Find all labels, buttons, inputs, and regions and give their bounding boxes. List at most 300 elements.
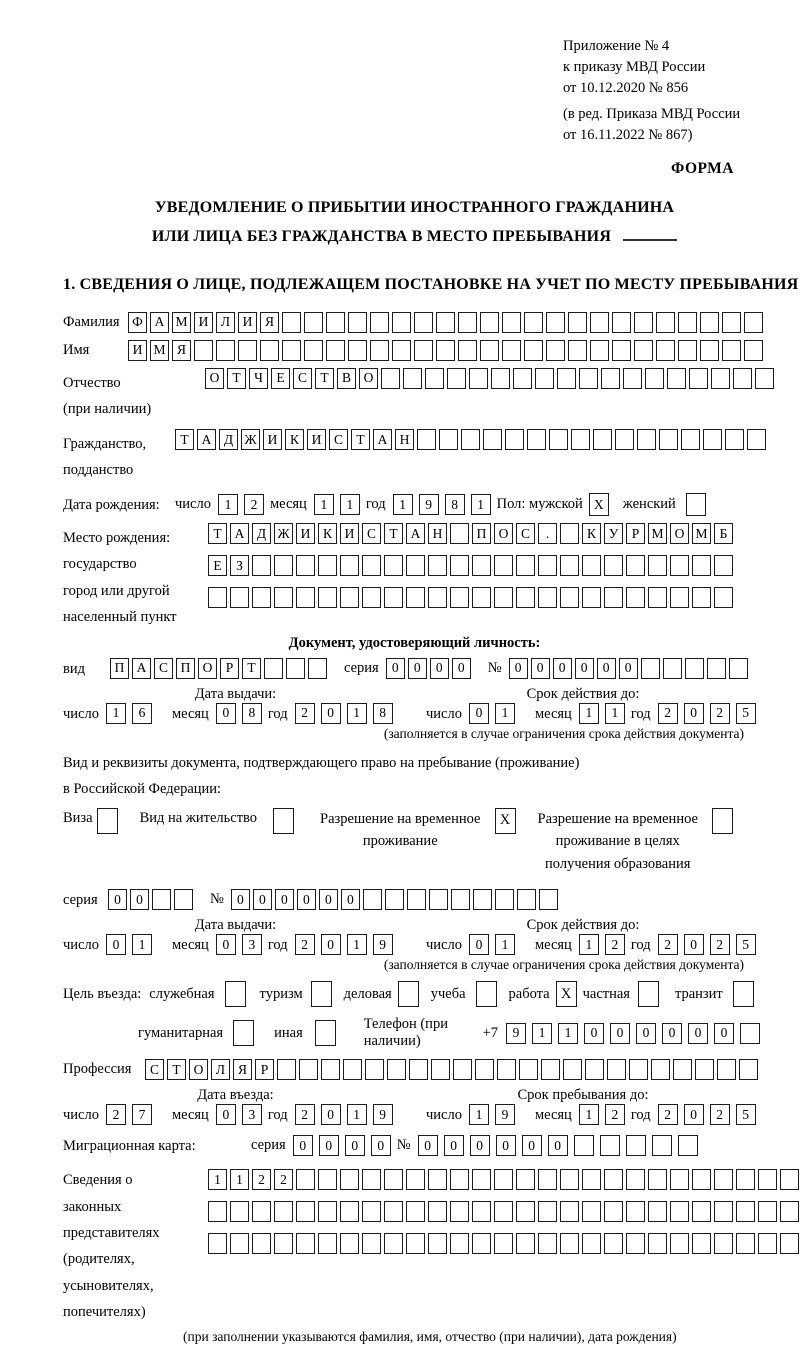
char-cell[interactable]: 1 xyxy=(495,703,515,724)
char-cell[interactable]: 2 xyxy=(605,934,625,955)
char-cell[interactable]: Е xyxy=(271,368,290,389)
char-cell[interactable]: 1 xyxy=(579,703,599,724)
char-cell[interactable] xyxy=(494,587,513,608)
char-cell[interactable]: Д xyxy=(252,523,271,544)
char-cell[interactable]: 0 xyxy=(297,889,316,910)
char-cell[interactable] xyxy=(663,658,682,679)
char-cell[interactable] xyxy=(403,368,422,389)
char-cell[interactable]: 0 xyxy=(444,1135,464,1156)
char-cell[interactable]: 0 xyxy=(684,703,704,724)
char-cell[interactable] xyxy=(711,368,730,389)
char-cell[interactable] xyxy=(527,429,546,450)
char-cell[interactable]: Ч xyxy=(249,368,268,389)
char-cell[interactable] xyxy=(652,1135,672,1156)
char-cell[interactable] xyxy=(348,312,367,333)
char-cell[interactable] xyxy=(365,1059,384,1080)
char-cell[interactable]: О xyxy=(189,1059,208,1080)
char-cell[interactable] xyxy=(97,808,118,834)
char-cell[interactable] xyxy=(208,1201,227,1222)
char-cell[interactable] xyxy=(736,1233,755,1254)
char-cell[interactable]: 0 xyxy=(496,1135,516,1156)
char-cell[interactable] xyxy=(384,1233,403,1254)
char-cell[interactable]: Ж xyxy=(274,523,293,544)
char-cell[interactable] xyxy=(362,1169,381,1190)
char-cell[interactable]: 0 xyxy=(253,889,272,910)
char-cell[interactable] xyxy=(538,1201,557,1222)
char-cell[interactable]: 2 xyxy=(274,1169,293,1190)
char-cell[interactable] xyxy=(651,1059,670,1080)
char-cell[interactable]: 0 xyxy=(469,934,489,955)
char-cell[interactable]: 5 xyxy=(736,934,756,955)
char-cell[interactable] xyxy=(692,1169,711,1190)
char-cell[interactable]: 0 xyxy=(597,658,616,679)
char-cell[interactable]: 0 xyxy=(470,1135,490,1156)
char-cell[interactable]: 0 xyxy=(531,658,550,679)
char-cell[interactable] xyxy=(626,1169,645,1190)
char-cell[interactable] xyxy=(406,1201,425,1222)
char-cell[interactable] xyxy=(692,1233,711,1254)
char-cell[interactable] xyxy=(717,1059,736,1080)
char-cell[interactable] xyxy=(299,1059,318,1080)
char-cell[interactable] xyxy=(695,1059,714,1080)
char-cell[interactable]: 2 xyxy=(658,703,678,724)
char-cell[interactable] xyxy=(384,555,403,576)
char-cell[interactable]: 0 xyxy=(575,658,594,679)
char-cell[interactable] xyxy=(340,1201,359,1222)
char-cell[interactable]: 3 xyxy=(242,934,262,955)
char-cell[interactable] xyxy=(494,1201,513,1222)
char-cell[interactable] xyxy=(216,340,235,361)
char-cell[interactable] xyxy=(747,429,766,450)
char-cell[interactable]: Я xyxy=(172,340,191,361)
char-cell[interactable] xyxy=(451,889,470,910)
char-cell[interactable] xyxy=(225,981,246,1007)
char-cell[interactable]: 0 xyxy=(216,1104,236,1125)
char-cell[interactable] xyxy=(505,429,524,450)
char-cell[interactable]: 0 xyxy=(553,658,572,679)
char-cell[interactable] xyxy=(582,587,601,608)
char-cell[interactable] xyxy=(722,340,741,361)
char-cell[interactable]: 1 xyxy=(314,494,334,515)
char-cell[interactable]: Ж xyxy=(241,429,260,450)
char-cell[interactable] xyxy=(436,312,455,333)
char-cell[interactable]: 2 xyxy=(244,494,264,515)
char-cell[interactable] xyxy=(582,1201,601,1222)
char-cell[interactable]: И xyxy=(263,429,282,450)
char-cell[interactable]: 2 xyxy=(710,934,730,955)
char-cell[interactable] xyxy=(461,429,480,450)
char-cell[interactable]: 1 xyxy=(579,934,599,955)
char-cell[interactable] xyxy=(318,1233,337,1254)
char-cell[interactable] xyxy=(362,555,381,576)
char-cell[interactable]: О xyxy=(198,658,217,679)
char-cell[interactable]: У xyxy=(604,523,623,544)
char-cell[interactable]: 2 xyxy=(710,703,730,724)
char-cell[interactable]: Л xyxy=(216,312,235,333)
char-cell[interactable] xyxy=(230,587,249,608)
char-cell[interactable] xyxy=(560,1169,579,1190)
char-cell[interactable] xyxy=(429,889,448,910)
char-cell[interactable]: 5 xyxy=(736,1104,756,1125)
char-cell[interactable] xyxy=(370,340,389,361)
char-cell[interactable] xyxy=(638,981,659,1007)
char-cell[interactable] xyxy=(450,1201,469,1222)
char-cell[interactable]: 0 xyxy=(293,1135,313,1156)
char-cell[interactable]: Я xyxy=(260,312,279,333)
char-cell[interactable]: 1 xyxy=(558,1023,578,1044)
char-cell[interactable] xyxy=(450,1169,469,1190)
char-cell[interactable]: 1 xyxy=(471,494,491,515)
char-cell[interactable] xyxy=(678,340,697,361)
char-cell[interactable] xyxy=(579,368,598,389)
char-cell[interactable] xyxy=(535,368,554,389)
char-cell[interactable] xyxy=(472,1233,491,1254)
char-cell[interactable] xyxy=(406,1233,425,1254)
char-cell[interactable] xyxy=(502,312,521,333)
char-cell[interactable] xyxy=(381,368,400,389)
char-cell[interactable] xyxy=(758,1233,777,1254)
char-cell[interactable] xyxy=(238,340,257,361)
char-cell[interactable]: 1 xyxy=(347,934,367,955)
char-cell[interactable] xyxy=(626,555,645,576)
char-cell[interactable]: 1 xyxy=(393,494,413,515)
char-cell[interactable] xyxy=(729,658,748,679)
char-cell[interactable]: 2 xyxy=(295,934,315,955)
char-cell[interactable] xyxy=(491,368,510,389)
char-cell[interactable] xyxy=(469,368,488,389)
char-cell[interactable] xyxy=(538,1169,557,1190)
char-cell[interactable] xyxy=(417,429,436,450)
char-cell[interactable]: 2 xyxy=(252,1169,271,1190)
char-cell[interactable] xyxy=(286,658,305,679)
char-cell[interactable]: Т xyxy=(227,368,246,389)
char-cell[interactable]: 1 xyxy=(230,1169,249,1190)
char-cell[interactable] xyxy=(656,340,675,361)
char-cell[interactable] xyxy=(273,808,294,834)
char-cell[interactable]: Л xyxy=(211,1059,230,1080)
char-cell[interactable] xyxy=(673,1059,692,1080)
char-cell[interactable]: И xyxy=(238,312,257,333)
char-cell[interactable] xyxy=(414,340,433,361)
char-cell[interactable] xyxy=(538,1233,557,1254)
char-cell[interactable] xyxy=(274,1201,293,1222)
char-cell[interactable] xyxy=(703,429,722,450)
char-cell[interactable]: Т xyxy=(242,658,261,679)
char-cell[interactable]: X xyxy=(556,981,577,1007)
char-cell[interactable] xyxy=(678,312,697,333)
char-cell[interactable]: Т xyxy=(351,429,370,450)
char-cell[interactable]: 0 xyxy=(430,658,449,679)
char-cell[interactable] xyxy=(582,1169,601,1190)
char-cell[interactable]: И xyxy=(307,429,326,450)
char-cell[interactable]: 0 xyxy=(610,1023,630,1044)
char-cell[interactable]: Д xyxy=(219,429,238,450)
char-cell[interactable] xyxy=(641,658,660,679)
char-cell[interactable]: 8 xyxy=(445,494,465,515)
char-cell[interactable]: Р xyxy=(626,523,645,544)
char-cell[interactable] xyxy=(304,312,323,333)
char-cell[interactable]: 0 xyxy=(216,703,236,724)
char-cell[interactable] xyxy=(692,1201,711,1222)
char-cell[interactable]: М xyxy=(172,312,191,333)
char-cell[interactable] xyxy=(321,1059,340,1080)
char-cell[interactable] xyxy=(476,981,497,1007)
char-cell[interactable] xyxy=(318,1201,337,1222)
char-cell[interactable] xyxy=(736,1169,755,1190)
char-cell[interactable] xyxy=(670,1169,689,1190)
char-cell[interactable]: Е xyxy=(208,555,227,576)
char-cell[interactable] xyxy=(758,1201,777,1222)
char-cell[interactable]: 1 xyxy=(340,494,360,515)
char-cell[interactable] xyxy=(340,1169,359,1190)
char-cell[interactable] xyxy=(428,587,447,608)
char-cell[interactable] xyxy=(524,312,543,333)
char-cell[interactable] xyxy=(230,1201,249,1222)
char-cell[interactable] xyxy=(590,312,609,333)
char-cell[interactable] xyxy=(260,340,279,361)
char-cell[interactable] xyxy=(524,340,543,361)
char-cell[interactable] xyxy=(739,1059,758,1080)
char-cell[interactable]: Р xyxy=(220,658,239,679)
char-cell[interactable] xyxy=(398,981,419,1007)
char-cell[interactable]: О xyxy=(359,368,378,389)
char-cell[interactable] xyxy=(722,312,741,333)
char-cell[interactable]: 7 xyxy=(132,1104,152,1125)
char-cell[interactable]: 0 xyxy=(386,658,405,679)
char-cell[interactable]: О xyxy=(205,368,224,389)
char-cell[interactable] xyxy=(406,555,425,576)
char-cell[interactable] xyxy=(282,340,301,361)
char-cell[interactable] xyxy=(409,1059,428,1080)
char-cell[interactable]: П xyxy=(110,658,129,679)
char-cell[interactable]: И xyxy=(194,312,213,333)
char-cell[interactable] xyxy=(670,1233,689,1254)
char-cell[interactable] xyxy=(431,1059,450,1080)
char-cell[interactable] xyxy=(659,429,678,450)
char-cell[interactable] xyxy=(252,1201,271,1222)
char-cell[interactable]: Т xyxy=(384,523,403,544)
char-cell[interactable]: 1 xyxy=(132,934,152,955)
char-cell[interactable] xyxy=(428,555,447,576)
char-cell[interactable] xyxy=(425,368,444,389)
char-cell[interactable] xyxy=(549,429,568,450)
char-cell[interactable] xyxy=(497,1059,516,1080)
char-cell[interactable]: С xyxy=(329,429,348,450)
char-cell[interactable]: 0 xyxy=(275,889,294,910)
char-cell[interactable] xyxy=(439,429,458,450)
char-cell[interactable]: 0 xyxy=(321,703,341,724)
char-cell[interactable]: Ф xyxy=(128,312,147,333)
char-cell[interactable]: 1 xyxy=(347,1104,367,1125)
char-cell[interactable] xyxy=(648,587,667,608)
char-cell[interactable]: С xyxy=(362,523,381,544)
char-cell[interactable] xyxy=(689,368,708,389)
char-cell[interactable]: С xyxy=(145,1059,164,1080)
char-cell[interactable]: А xyxy=(150,312,169,333)
char-cell[interactable] xyxy=(560,587,579,608)
char-cell[interactable] xyxy=(733,981,754,1007)
char-cell[interactable] xyxy=(252,1233,271,1254)
char-cell[interactable] xyxy=(494,1233,513,1254)
char-cell[interactable] xyxy=(758,1169,777,1190)
char-cell[interactable] xyxy=(648,555,667,576)
char-cell[interactable]: Н xyxy=(428,523,447,544)
char-cell[interactable] xyxy=(274,1233,293,1254)
char-cell[interactable] xyxy=(458,340,477,361)
char-cell[interactable]: 0 xyxy=(321,1104,341,1125)
char-cell[interactable] xyxy=(174,889,193,910)
char-cell[interactable] xyxy=(692,555,711,576)
char-cell[interactable] xyxy=(384,587,403,608)
char-cell[interactable]: 2 xyxy=(658,934,678,955)
char-cell[interactable] xyxy=(560,523,579,544)
char-cell[interactable] xyxy=(152,889,171,910)
char-cell[interactable]: 1 xyxy=(208,1169,227,1190)
char-cell[interactable]: И xyxy=(296,523,315,544)
char-cell[interactable]: 0 xyxy=(684,1104,704,1125)
char-cell[interactable] xyxy=(645,368,664,389)
char-cell[interactable]: 2 xyxy=(605,1104,625,1125)
char-cell[interactable] xyxy=(733,368,752,389)
char-cell[interactable]: 0 xyxy=(662,1023,682,1044)
char-cell[interactable] xyxy=(318,555,337,576)
char-cell[interactable] xyxy=(343,1059,362,1080)
char-cell[interactable]: А xyxy=(197,429,216,450)
char-cell[interactable] xyxy=(282,312,301,333)
char-cell[interactable] xyxy=(385,889,404,910)
char-cell[interactable]: 9 xyxy=(495,1104,515,1125)
char-cell[interactable] xyxy=(277,1059,296,1080)
char-cell[interactable] xyxy=(318,1169,337,1190)
char-cell[interactable] xyxy=(626,587,645,608)
char-cell[interactable] xyxy=(629,1059,648,1080)
char-cell[interactable]: С xyxy=(154,658,173,679)
char-cell[interactable]: Т xyxy=(315,368,334,389)
char-cell[interactable] xyxy=(607,1059,626,1080)
char-cell[interactable] xyxy=(304,340,323,361)
char-cell[interactable] xyxy=(274,555,293,576)
char-cell[interactable] xyxy=(712,808,733,834)
char-cell[interactable] xyxy=(634,340,653,361)
char-cell[interactable]: П xyxy=(176,658,195,679)
char-cell[interactable] xyxy=(582,1233,601,1254)
char-cell[interactable] xyxy=(571,429,590,450)
char-cell[interactable] xyxy=(667,368,686,389)
char-cell[interactable]: X xyxy=(589,493,609,516)
char-cell[interactable]: 2 xyxy=(710,1104,730,1125)
char-cell[interactable]: Н xyxy=(395,429,414,450)
char-cell[interactable] xyxy=(670,1201,689,1222)
char-cell[interactable] xyxy=(340,555,359,576)
char-cell[interactable] xyxy=(744,312,763,333)
char-cell[interactable] xyxy=(362,1233,381,1254)
char-cell[interactable]: М xyxy=(150,340,169,361)
char-cell[interactable] xyxy=(557,368,576,389)
char-cell[interactable]: Т xyxy=(167,1059,186,1080)
char-cell[interactable]: Я xyxy=(233,1059,252,1080)
char-cell[interactable]: 1 xyxy=(469,1104,489,1125)
char-cell[interactable]: А xyxy=(132,658,151,679)
char-cell[interactable] xyxy=(648,1169,667,1190)
char-cell[interactable] xyxy=(406,587,425,608)
char-cell[interactable]: 0 xyxy=(452,658,471,679)
char-cell[interactable]: А xyxy=(230,523,249,544)
char-cell[interactable]: X xyxy=(495,808,516,834)
char-cell[interactable]: М xyxy=(648,523,667,544)
char-cell[interactable] xyxy=(296,587,315,608)
char-cell[interactable] xyxy=(348,340,367,361)
char-cell[interactable] xyxy=(560,555,579,576)
char-cell[interactable] xyxy=(318,587,337,608)
char-cell[interactable] xyxy=(563,1059,582,1080)
char-cell[interactable] xyxy=(740,1023,760,1044)
char-cell[interactable] xyxy=(648,1233,667,1254)
char-cell[interactable] xyxy=(612,312,631,333)
char-cell[interactable]: К xyxy=(582,523,601,544)
char-cell[interactable]: 0 xyxy=(216,934,236,955)
char-cell[interactable] xyxy=(494,555,513,576)
char-cell[interactable] xyxy=(541,1059,560,1080)
char-cell[interactable]: И xyxy=(128,340,147,361)
char-cell[interactable] xyxy=(315,1020,336,1046)
char-cell[interactable] xyxy=(387,1059,406,1080)
char-cell[interactable]: Т xyxy=(208,523,227,544)
char-cell[interactable] xyxy=(692,587,711,608)
char-cell[interactable] xyxy=(670,555,689,576)
char-cell[interactable] xyxy=(780,1169,799,1190)
char-cell[interactable] xyxy=(208,1233,227,1254)
char-cell[interactable] xyxy=(392,340,411,361)
char-cell[interactable] xyxy=(428,1201,447,1222)
char-cell[interactable] xyxy=(495,889,514,910)
char-cell[interactable] xyxy=(252,555,271,576)
char-cell[interactable] xyxy=(538,587,557,608)
char-cell[interactable]: 0 xyxy=(714,1023,734,1044)
char-cell[interactable] xyxy=(604,1169,623,1190)
char-cell[interactable] xyxy=(516,587,535,608)
char-cell[interactable] xyxy=(714,555,733,576)
char-cell[interactable] xyxy=(725,429,744,450)
char-cell[interactable] xyxy=(472,1169,491,1190)
char-cell[interactable] xyxy=(707,658,726,679)
char-cell[interactable] xyxy=(406,1169,425,1190)
char-cell[interactable] xyxy=(513,368,532,389)
char-cell[interactable] xyxy=(604,555,623,576)
char-cell[interactable]: 0 xyxy=(319,1135,339,1156)
char-cell[interactable]: 0 xyxy=(108,889,127,910)
char-cell[interactable]: 0 xyxy=(321,934,341,955)
char-cell[interactable] xyxy=(384,1169,403,1190)
char-cell[interactable]: . xyxy=(538,523,557,544)
char-cell[interactable]: 1 xyxy=(218,494,238,515)
char-cell[interactable] xyxy=(601,368,620,389)
char-cell[interactable] xyxy=(473,889,492,910)
char-cell[interactable] xyxy=(519,1059,538,1080)
char-cell[interactable]: 0 xyxy=(522,1135,542,1156)
char-cell[interactable] xyxy=(744,340,763,361)
char-cell[interactable] xyxy=(626,1201,645,1222)
char-cell[interactable] xyxy=(516,1169,535,1190)
char-cell[interactable]: 9 xyxy=(373,1104,393,1125)
char-cell[interactable] xyxy=(590,340,609,361)
char-cell[interactable] xyxy=(714,1201,733,1222)
char-cell[interactable] xyxy=(560,1201,579,1222)
char-cell[interactable]: О xyxy=(494,523,513,544)
char-cell[interactable]: М xyxy=(692,523,711,544)
char-cell[interactable] xyxy=(362,587,381,608)
char-cell[interactable]: 0 xyxy=(130,889,149,910)
char-cell[interactable] xyxy=(308,658,327,679)
